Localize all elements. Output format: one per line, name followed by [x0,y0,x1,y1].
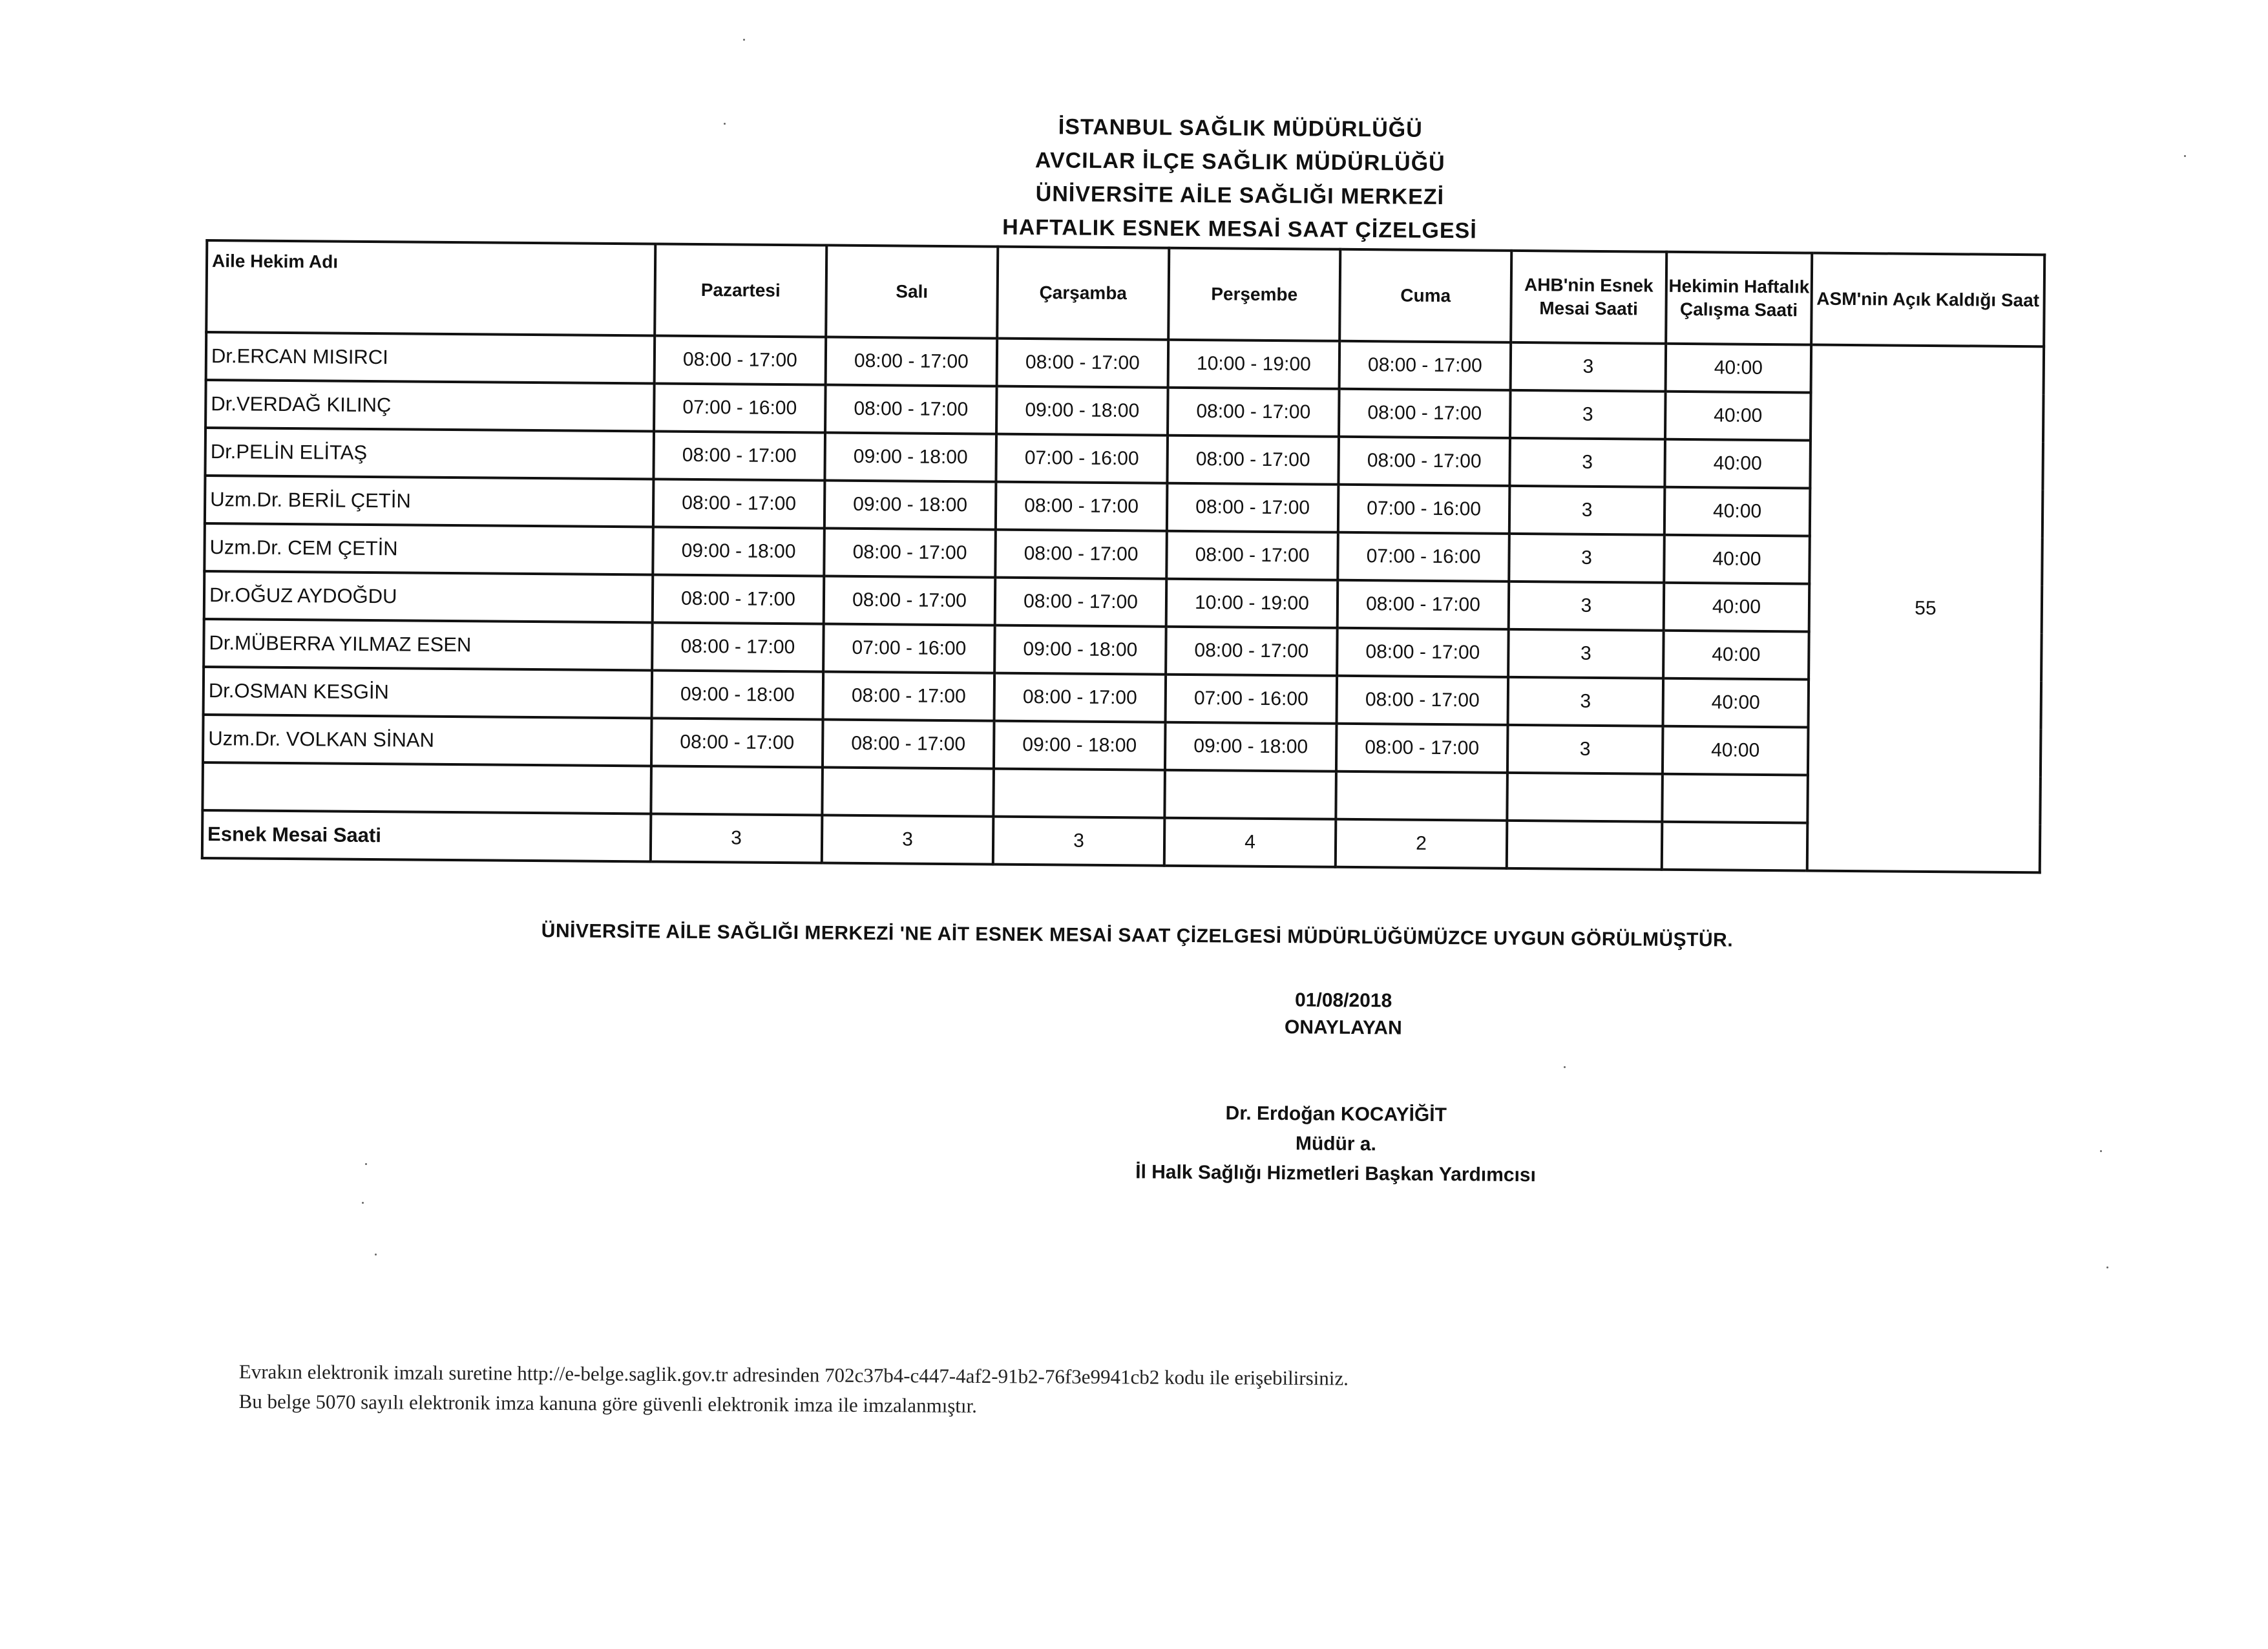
header-day-tuesday: Salı [826,246,998,339]
shift-cell: 08:00 - 17:00 [824,576,996,625]
shift-cell: 09:00 - 18:00 [824,433,996,482]
doctor-name: Dr.OSMAN KESGİN [204,667,653,718]
header-doctor-name: Aile Hekim Adı [206,240,655,335]
total-cell: 4 [1164,818,1336,867]
empty-cell [822,768,994,817]
footer-verification-line: Evrakın elektronik imzalı suretine http://e-belge.saglik.gov.tr adresinden 702c37b4-c447-4af2-91b2-76f3e9941cb2 kodu ile erişebilirsiniz. [238,1360,1349,1390]
shift-cell: 08:00 - 17:00 [653,574,824,624]
shift-cell: 09:00 - 18:00 [996,386,1168,436]
weekly-hours-cell: 40:00 [1663,726,1809,775]
shift-cell: 10:00 - 19:00 [1168,340,1340,389]
shift-cell: 08:00 - 17:00 [1338,437,1510,486]
shift-cell: 09:00 - 18:00 [653,527,824,576]
ahb-cell: 3 [1509,486,1665,535]
empty-cell [1507,821,1663,870]
header-day-monday: Pazartesi [655,244,826,337]
signer-title: İl Halk Sağlığı Hizmetleri Başkan Yardımcısı [1135,1161,1537,1186]
doctor-name: Dr.MÜBERRA YILMAZ ESEN [204,619,653,670]
doctor-name: Dr.VERDAĞ KILINÇ [205,380,655,431]
shift-cell: 08:00 - 17:00 [1337,676,1509,725]
empty-cell [1507,773,1663,822]
total-cell: 3 [651,814,823,863]
e-signature-footer [238,1357,1531,1424]
shift-cell: 08:00 - 17:00 [1167,436,1339,485]
shift-cell: 09:00 - 18:00 [994,721,1166,770]
shift-cell: 08:00 - 17:00 [1338,580,1509,629]
shift-cell: 08:00 - 17:00 [653,479,825,528]
empty-cell [1662,774,1808,823]
shift-cell: 08:00 - 17:00 [652,622,824,671]
doctor-name: Dr.PELİN ELİTAŞ [205,428,654,479]
shift-cell: 07:00 - 16:00 [1338,485,1510,534]
ahb-cell: 3 [1509,582,1664,631]
shift-cell: 09:00 - 18:00 [824,481,996,530]
weekly-hours-cell: 40:00 [1664,583,1810,632]
weekly-hours-cell: 40:00 [1665,392,1811,441]
ahb-cell: 3 [1509,534,1664,583]
header-day-friday: Cuma [1339,249,1511,342]
shift-cell: 08:00 - 17:00 [825,385,997,434]
shift-cell: 07:00 - 16:00 [823,624,995,673]
shift-cell: 08:00 - 17:00 [651,718,823,767]
ahb-cell: 3 [1507,725,1663,774]
shift-cell: 08:00 - 17:00 [823,672,995,721]
header-line-center: ÜNİVERSİTE AİLE SAĞLIĞI MERKEZİ [1035,182,1445,210]
signer-block [1045,1097,1627,1191]
shift-cell: 08:00 - 17:00 [1339,389,1511,438]
document-body [198,103,2081,1195]
empty-cell [1164,770,1336,819]
doctor-name: Uzm.Dr. VOLKAN SİNAN [203,715,652,766]
shift-cell: 08:00 - 17:00 [653,431,825,480]
footer-law-line: Bu belge 5070 sayılı elektronik imza kanuna göre güvenli elektronik imza ile imzalanmıştır. [238,1389,978,1417]
shift-cell: 09:00 - 18:00 [1165,722,1337,772]
ahb-cell: 3 [1508,677,1664,726]
shift-cell: 08:00 - 17:00 [996,482,1168,531]
empty-cell [1662,822,1808,871]
shift-cell: 09:00 - 18:00 [652,670,824,719]
doctor-name: Uzm.Dr. CEM ÇETİN [204,523,653,574]
schedule-table [201,239,2046,874]
ahb-cell: 3 [1511,342,1666,392]
document-header [916,109,1564,249]
signer-role: Müdür a. [1295,1133,1377,1155]
weekly-hours-cell: 40:00 [1663,678,1809,728]
header-asm-open-hours: ASM'nin Açık Kaldığı Saat [1811,253,2044,347]
asm-open-hours-value: 55 [1807,345,2044,873]
empty-cell [993,769,1165,818]
header-line-ministry: İSTANBUL SAĞLIK MÜDÜRLÜĞÜ [1058,114,1423,142]
table-header-row [206,240,2044,346]
doctor-name: Uzm.Dr. BERİL ÇETİN [205,476,654,527]
shift-cell: 08:00 - 17:00 [655,335,826,384]
doctor-name: Dr.OĞUZ AYDOĞDU [204,571,653,622]
weekly-hours-cell: 40:00 [1664,535,1810,584]
shift-cell: 08:00 - 17:00 [824,529,996,578]
shift-cell: 07:00 - 16:00 [996,434,1168,483]
approver-label: ONAYLAYAN [1284,1016,1402,1039]
total-cell: 3 [822,815,994,865]
shift-cell: 08:00 - 17:00 [1336,724,1508,773]
weekly-hours-cell: 40:00 [1666,344,1812,393]
total-cell: 3 [993,817,1165,866]
weekly-hours-cell: 40:00 [1664,439,1811,488]
shift-cell: 07:00 - 16:00 [1338,532,1509,582]
shift-cell: 09:00 - 18:00 [994,625,1166,675]
shift-cell: 08:00 - 17:00 [1168,388,1339,437]
shift-cell: 08:00 - 17:00 [997,339,1169,388]
shift-cell: 08:00 - 17:00 [995,578,1167,627]
header-weekly-hours: Hekimin Haftalık Çalışma Saati [1666,252,1812,345]
shift-cell: 08:00 - 17:00 [826,337,998,386]
total-cell: 2 [1336,819,1507,868]
shift-cell: 07:00 - 16:00 [1166,675,1338,724]
shift-cell: 07:00 - 16:00 [654,383,826,432]
shift-cell: 08:00 - 17:00 [994,673,1166,722]
shift-cell: 08:00 - 17:00 [1337,628,1509,677]
doctor-name: Dr.ERCAN MISIRCI [206,332,655,383]
shift-cell: 08:00 - 17:00 [1166,531,1338,580]
ahb-cell: 3 [1508,629,1664,678]
header-day-wednesday: Çarşamba [997,247,1169,340]
shift-cell: 10:00 - 19:00 [1166,579,1338,628]
weekly-hours-cell: 40:00 [1664,487,1811,536]
shift-cell: 08:00 - 17:00 [995,530,1167,579]
header-ahb-flex-hours: AHB'nin Esnek Mesai Saati [1511,251,1666,344]
signer-name: Dr. Erdoğan KOCAYİĞİT [1225,1102,1447,1126]
weekly-hours-cell: 40:00 [1663,631,1809,680]
empty-cell [202,762,651,814]
shift-cell: 08:00 - 17:00 [1167,483,1339,532]
ahb-cell: 3 [1509,438,1665,487]
header-day-thursday: Perşembe [1168,248,1340,341]
document-title: HAFTALIK ESNEK MESAİ SAAT ÇİZELGESİ [1002,215,1477,244]
approval-section [200,918,2074,1047]
empty-cell [1336,772,1507,821]
total-row-label: Esnek Mesai Saati [202,810,651,861]
shift-cell: 08:00 - 17:00 [823,720,994,769]
shift-cell: 08:00 - 17:00 [1339,341,1511,390]
ahb-cell: 3 [1510,390,1666,439]
approval-date: 01/08/2018 [1294,989,1392,1012]
approval-statement: ÜNİVERSİTE AİLE SAĞLIĞI MERKEZİ 'NE AİT ESNEK MESAİ SAAT ÇİZELGESİ MÜDÜRLÜĞÜMÜZCE UYGUN GÖRÜLMÜŞTÜR. [541,920,1734,951]
shift-cell: 08:00 - 17:00 [1166,627,1338,676]
empty-cell [651,766,823,815]
header-line-district: AVCILAR İLÇE SAĞLIK MÜDÜRLÜĞÜ [1034,148,1445,176]
